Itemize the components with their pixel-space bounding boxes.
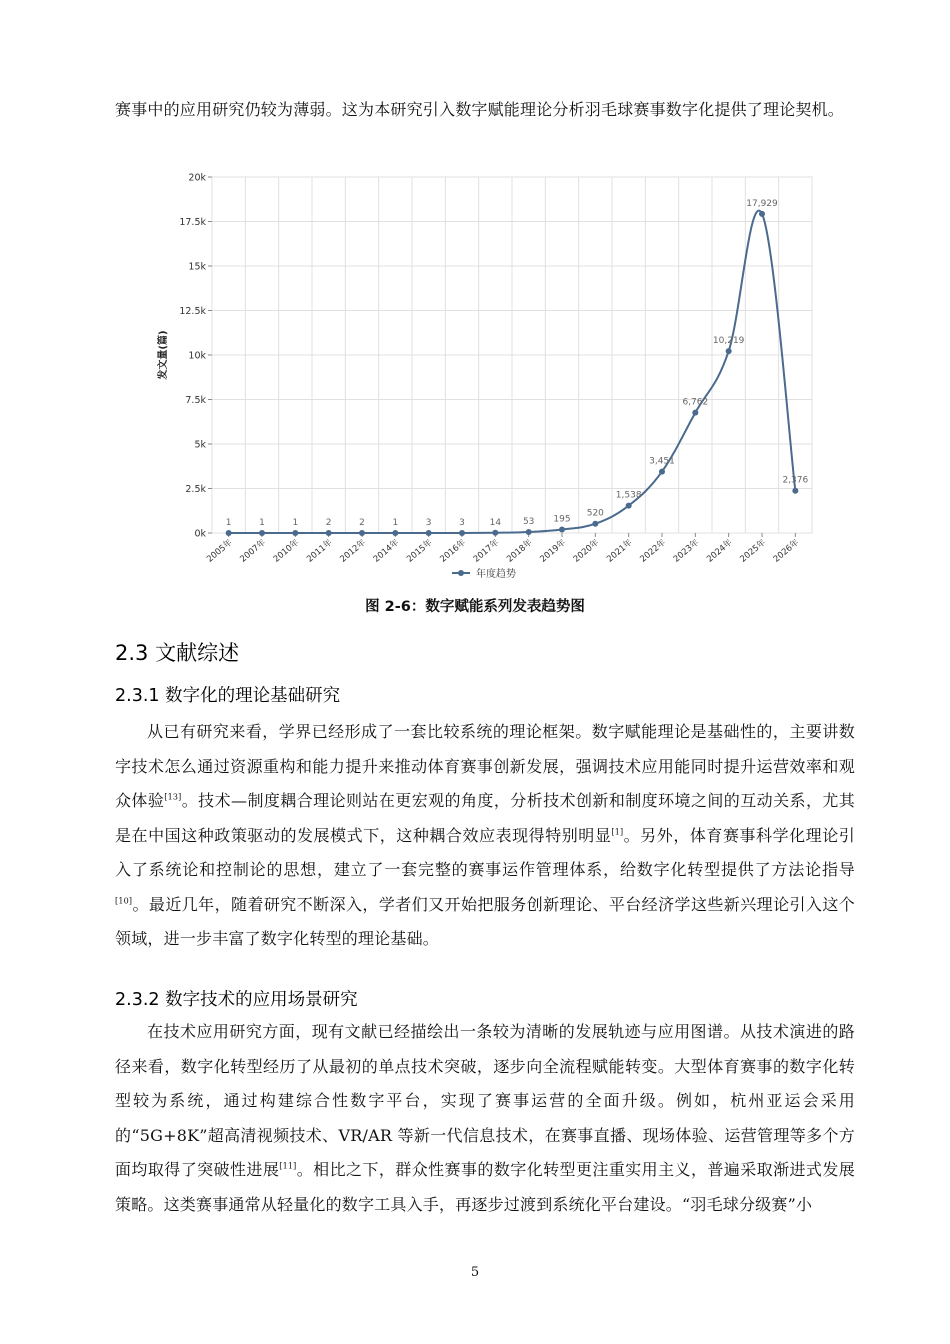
data-label: 14 (489, 517, 502, 528)
data-point (392, 530, 398, 536)
x-tick-label: 2010年 (271, 537, 302, 565)
citation-ref: [13] (164, 792, 182, 802)
data-label: 2,376 (782, 475, 809, 486)
citation-ref: [11] (279, 1161, 297, 1171)
x-tick-label: 2019年 (538, 537, 568, 565)
chart-grid (212, 177, 812, 533)
x-tick-label: 2018年 (505, 537, 535, 565)
data-labels (226, 199, 809, 528)
citation-ref: [10] (115, 896, 133, 906)
data-label: 17,929 (746, 198, 778, 209)
data-label: 1 (292, 517, 299, 528)
data-label: 2 (325, 517, 332, 528)
data-point (492, 530, 498, 536)
section-heading-2-3: 2.3 文献综述 (115, 641, 240, 665)
paragraph-text: 。相比之下，群众性赛事的数字化转型更注重实用主义，普遍采取渐进式发展策略。这类赛事通常从轻量化的数字工具入手，再逐步过渡到系统化平台建设。“羽毛球分级赛”小 (115, 1160, 855, 1214)
data-point (259, 530, 265, 536)
y-tick-label: 2.5k (185, 484, 206, 495)
data-point (659, 469, 665, 475)
x-tick-label: 2017年 (471, 537, 502, 565)
data-point (792, 488, 798, 494)
x-tick-label: 2011年 (305, 537, 335, 565)
paragraph-text: 从已有研究来看，学界已经形成了一套比较系统的理论框架。数字赋能理论是基础性的，主要讲数字技术怎么通过资源重构和能力提升来推动体育赛事创新发展，强调技术应用能同时提升运营效率和观众体验 (115, 722, 855, 810)
y-tick-label: 5k (194, 439, 206, 451)
data-point (526, 529, 532, 535)
y-tick-label: 12.5k (179, 306, 206, 317)
y-axis-label: 发文量(篇) (158, 330, 169, 380)
data-label: 3 (459, 517, 465, 528)
y-tick-label: 10k (188, 350, 206, 362)
paragraph-2-3-1 (115, 715, 855, 957)
data-label: 3 (425, 517, 432, 528)
publication-trend-chart (140, 165, 820, 585)
legend-marker-icon (458, 570, 464, 576)
data-label: 1 (225, 517, 232, 528)
x-tick-label: 2014年 (371, 537, 402, 565)
x-tick-label: 2024年 (705, 537, 735, 565)
section-heading-2-3-2: 2.3.2 数字技术的应用场景研究 (115, 990, 358, 1010)
figure-caption: 图 2-6：数字赋能系列发表趋势图 (365, 599, 585, 615)
page-number: 5 (470, 1265, 480, 1280)
data-label: 520 (586, 508, 604, 519)
legend-label: 年度趋势 (476, 569, 516, 580)
x-tick-label: 2012年 (338, 537, 368, 565)
x-tick-label: 2020年 (571, 537, 602, 565)
data-point (692, 410, 698, 416)
data-label: 10,219 (712, 336, 745, 347)
data-label: 1 (392, 517, 399, 528)
x-axis-ticks (204, 533, 801, 565)
x-tick-label: 2016年 (438, 537, 468, 565)
x-tick-label: 2015年 (405, 537, 435, 565)
section-heading-2-3-1: 2.3.1 数字化的理论基础研究 (115, 686, 341, 706)
data-label: 2 (359, 517, 365, 528)
data-point (459, 530, 465, 536)
data-point (359, 530, 365, 536)
y-tick-label: 20k (188, 172, 206, 184)
data-point (559, 527, 565, 533)
data-label: 3,451 (649, 456, 675, 467)
data-label: 195 (553, 514, 571, 525)
y-tick-label: 15k (188, 261, 206, 273)
paragraph-2-3-2 (115, 1015, 855, 1222)
data-point (426, 530, 432, 536)
chart-legend (452, 567, 516, 580)
paragraph-text: 在技术应用研究方面，现有文献已经描绘出一条较为清晰的发展轨迹与应用图谱。从技术演进的路径来看，数字化转型经历了从最初的单点技术突破，逐步向全流程赋能转变。大型体育赛事的数字化转型较为系统，通过构建综合性数字平台，实现了赛事运营的全面升级。例如，杭州亚运会采用的“5G+8K”超高清视频技术、VR/AR 等新一代信息技术，在赛事直播、现场体验、运营管理等多个方面均取得了突破性进展 (115, 1022, 855, 1179)
y-tick-label: 0k (194, 528, 206, 540)
y-axis-ticks (179, 173, 212, 540)
data-point (726, 348, 732, 354)
intro-paragraph (115, 93, 855, 128)
x-tick-label: 2026年 (771, 537, 802, 565)
x-tick-label: 2005年 (205, 537, 235, 565)
intro-text: 赛事中的应用研究仍较为薄弱。这为本研究引入数字赋能理论分析羽毛球赛事数字化提供了理论契机。 (115, 100, 845, 119)
data-point (592, 521, 598, 527)
data-label: 6,762 (682, 397, 709, 408)
paragraph-text: 。技术—制度耦合理论则站在更宏观的角度，分析技术创新和制度环境之间的互动关系，尤其是在中国这种政策驱动的发展模式下，这种耦合效应表现得特别明显 (115, 791, 855, 845)
paragraph-text: 。另外，体育赛事科学化理论引入了系统论和控制论的思想，建立了一套完整的赛事运作管理体系，给数字化转型提供了方法论指导 (115, 825, 855, 879)
x-tick-label: 2007年 (238, 537, 268, 565)
paragraph-text: 。最近几年，随着研究不断深入，学者们又开始把服务创新理论、平台经济学这些新兴理论引入这个领域，进一步丰富了数字化转型的理论基础。 (115, 894, 855, 948)
data-label: 1 (259, 517, 265, 528)
data-label: 53 (522, 517, 535, 528)
data-point (626, 503, 632, 509)
data-point (759, 211, 765, 217)
citation-ref: [1] (611, 827, 624, 837)
y-tick-label: 17.5k (179, 217, 206, 228)
data-point (326, 530, 332, 536)
x-tick-label: 2025年 (738, 537, 768, 565)
data-point (226, 530, 232, 536)
y-tick-label: 7.5k (185, 395, 206, 406)
data-point (292, 530, 298, 536)
data-label: 1,538 (615, 490, 642, 501)
x-tick-label: 2023年 (671, 537, 702, 565)
x-tick-label: 2022年 (638, 537, 668, 565)
x-tick-label: 2021年 (605, 537, 635, 565)
